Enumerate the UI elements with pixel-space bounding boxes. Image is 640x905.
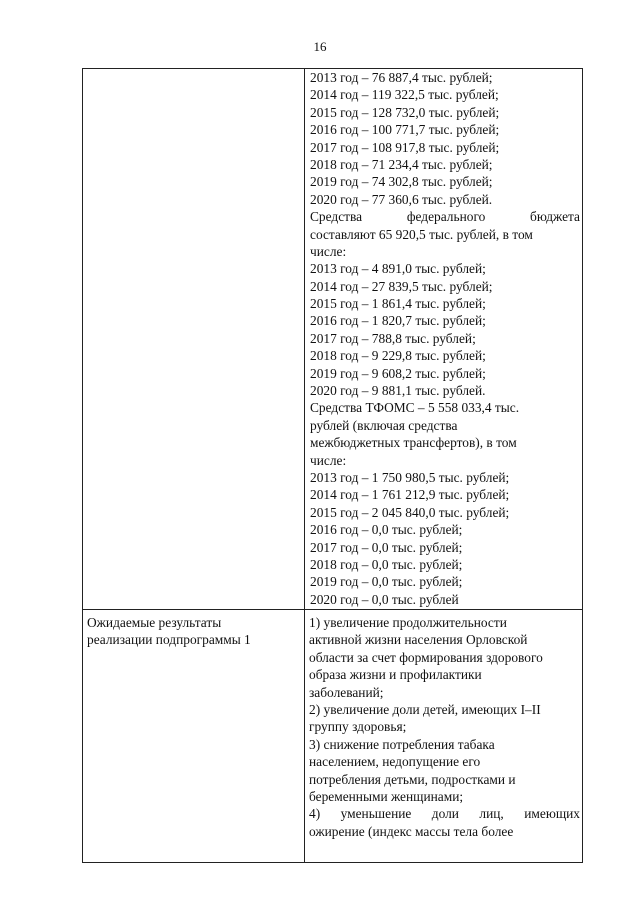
results-line: заболеваний;: [309, 684, 384, 700]
results-line: 4) уменьшение доли лиц, имеющих: [309, 806, 580, 822]
results-line: образа жизни и профилактики: [309, 667, 482, 683]
budget-line: 2020 год – 0,0 тыс. рублей: [310, 591, 459, 607]
results-line: 2) увеличение доли детей, имеющих I–II: [309, 701, 541, 717]
table-row-divider: [82, 609, 583, 610]
budget-line: 2018 год – 9 229,8 тыс. рублей;: [310, 348, 486, 364]
results-line: 3) снижение потребления табака: [309, 736, 495, 752]
budget-line: 2013 год – 76 887,4 тыс. рублей;: [310, 70, 493, 85]
budget-line: 2019 год – 74 302,8 тыс. рублей;: [310, 174, 493, 190]
budget-line: 2015 год – 2 045 840,0 тыс. рублей;: [310, 504, 510, 520]
budget-line: 2019 год – 9 608,2 тыс. рублей;: [310, 365, 486, 381]
budget-line: 2020 год – 9 881,1 тыс. рублей.: [310, 383, 486, 399]
budget-line: 2020 год – 77 360,6 тыс. рублей.: [310, 191, 493, 207]
budget-line: 2014 год – 27 839,5 тыс. рублей;: [310, 278, 493, 294]
results-line: населением, недопущение его: [309, 754, 481, 770]
results-line: 1) увеличение продолжительности: [309, 615, 507, 630]
budget-line: 2017 год – 108 917,8 тыс. рублей;: [310, 139, 500, 155]
budget-line: 2019 год – 0,0 тыс. рублей;: [310, 574, 463, 590]
budget-line: 2018 год – 0,0 тыс. рублей;: [310, 556, 463, 572]
results-label-line: Ожидаемые результаты: [87, 615, 222, 630]
budget-line: 2013 год – 4 891,0 тыс. рублей;: [310, 261, 486, 277]
results-content-cell: [309, 614, 580, 840]
results-label-line: реализации подпрограммы 1: [87, 632, 251, 648]
results-line: активной жизни населения Орловской: [309, 632, 528, 648]
results-line: группу здоровья;: [309, 719, 407, 735]
results-line: ожирение (индекс массы тела более: [309, 823, 514, 839]
page-number: 16: [313, 39, 327, 54]
results-label-cell: [87, 614, 299, 649]
budget-line: 2015 год – 1 861,4 тыс. рублей;: [310, 296, 486, 312]
budget-line: числе:: [310, 243, 347, 259]
federal-budget-heading: Средства федерального бюджета: [310, 209, 580, 225]
budget-line: составляют 65 920,5 тыс. рублей, в том: [310, 226, 533, 242]
budget-line: 2016 год – 100 771,7 тыс. рублей;: [310, 122, 500, 138]
budget-line: 2014 год – 1 761 212,9 тыс. рублей;: [310, 487, 510, 503]
budget-line: рублей (включая средства: [310, 417, 458, 433]
results-line: области за счет формирования здорового: [309, 649, 543, 665]
results-line: потребления детьми, подростками и: [309, 771, 516, 787]
results-line: беременными женщинами;: [309, 788, 464, 804]
budget-line: межбюджетных трансфертов), в том: [310, 435, 517, 451]
budget-line: 2015 год – 128 732,0 тыс. рублей;: [310, 104, 500, 120]
budget-line: 2016 год – 0,0 тыс. рублей;: [310, 522, 463, 538]
budget-line: 2017 год – 788,8 тыс. рублей;: [310, 330, 476, 346]
budget-line: числе:: [310, 452, 347, 468]
budget-cell: [310, 69, 580, 608]
budget-line: 2018 год – 71 234,4 тыс. рублей;: [310, 156, 493, 172]
budget-line: 2013 год – 1 750 980,5 тыс. рублей;: [310, 469, 510, 485]
tfoms-heading: Средства ТФОМС – 5 558 033,4 тыс.: [310, 400, 520, 416]
budget-line: 2017 год – 0,0 тыс. рублей;: [310, 539, 463, 555]
budget-line: 2016 год – 1 820,7 тыс. рублей;: [310, 313, 486, 329]
budget-line: 2014 год – 119 322,5 тыс. рублей;: [310, 87, 499, 103]
table-column-divider: [304, 68, 305, 863]
